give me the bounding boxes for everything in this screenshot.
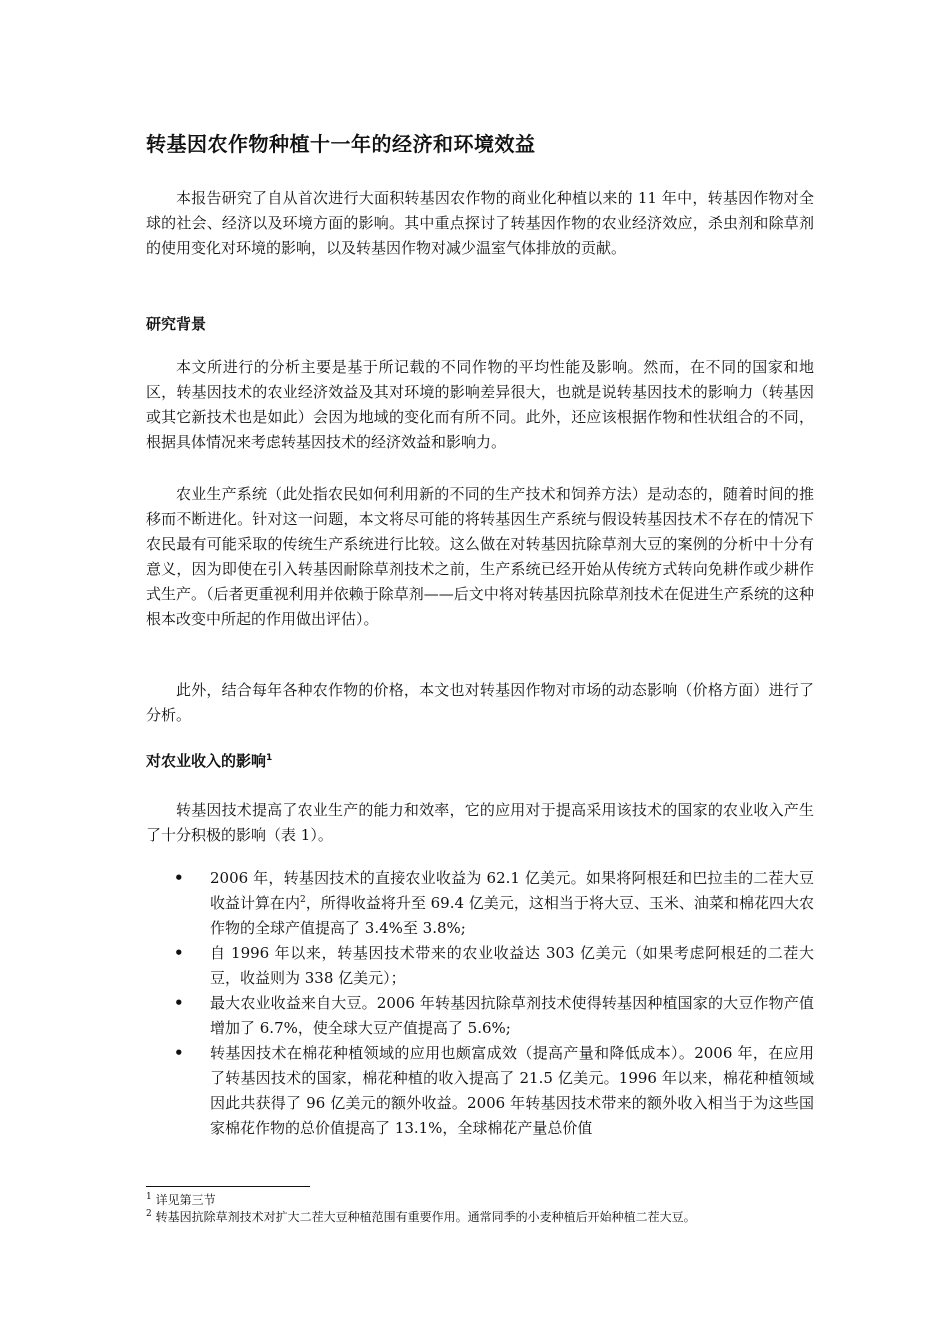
- bullet-text: [210, 866, 814, 941]
- footnote-ref-1[interactable]: 1: [266, 753, 273, 763]
- list-item: [146, 866, 814, 941]
- bullet-icon: •: [174, 1044, 184, 1062]
- list-item: [146, 1041, 814, 1141]
- bullet-text: 转基因技术在棉花种植领域的应用也颇富成效（提高产量和降低成本）。2006 年，在应用了转基因技术的国家，棉花种植的收入提高了 21.5 亿美元。1996 年以来，棉花种植领域因此共获得了 96 亿美元的额外收益。2006 年转基因技术带来的额外收入相当于为这些国家棉花作物的总价值提高了 13.1%，全球棉花产量总价值: [210, 1044, 814, 1137]
- footnotes: [146, 1192, 846, 1226]
- footnote-text: 详见第三节: [155, 1193, 216, 1207]
- bullet-text: 自 1996 年以来，转基因技术带来的农业收益达 303 亿美元（如果考虑阿根廷的二茬大豆，收益则为 338 亿美元）；: [210, 944, 814, 987]
- bullet-text: 最大农业收益来自大豆。2006 年转基因抗除草剂技术使得转基因种植国家的大豆作物产值增加了 6.7%，使全球大豆产值提高了 5.6%;: [210, 994, 814, 1037]
- footnote-number: 1: [146, 1192, 152, 1202]
- income-heading-text: 对农业收入的影响: [146, 752, 267, 770]
- bullet-icon: •: [174, 994, 184, 1012]
- bullet-text-part: ，所得收益将升至 69.4 亿美元，这相当于将大豆、玉米、油菜和棉花四大农作物的全球产值提高了 3.4%至 3.8%;: [210, 894, 814, 937]
- footnote-divider: [146, 1186, 310, 1187]
- background-heading: 研究背景: [146, 315, 207, 333]
- footnote-text: 转基因抗除草剂技术对扩大二茬大豆种植范围有重要作用。通常同季的小麦种植后开始种植二茬大豆。: [155, 1210, 696, 1224]
- bullet-icon: •: [174, 944, 184, 962]
- footnote-1: [146, 1192, 846, 1209]
- bullet-text-part: 2006 年，转基因技术的直接农业收益为 62.1 亿美元。如果将阿根廷和巴拉圭的二茬大豆收益计算在内: [210, 869, 814, 912]
- page-title: 转基因农作物种植十一年的经济和环境效益: [146, 132, 536, 156]
- background-paragraph-1: 本文所进行的分析主要是基于所记载的不同作物的平均性能及影响。然而，在不同的国家和地区，转基因技术的农业经济效益及其对环境的影响差异很大，也就是说转基因技术的影响力（转基因或其它新技术也是如此）会因为地域的变化而有所不同。此外，还应该根据作物和性状组合的不同，根据具体情况来考虑转基因技术的经济效益和影响力。: [146, 358, 814, 451]
- footnote-ref-2[interactable]: 2: [300, 895, 306, 905]
- list-item: [146, 941, 814, 991]
- income-heading: [146, 750, 272, 771]
- income-paragraph: 转基因技术提高了农业生产的能力和效率，它的应用对于提高采用该技术的国家的农业收入产生了十分积极的影响（表 1）。: [146, 801, 814, 844]
- income-bullet-list: [146, 866, 814, 1141]
- footnote-2: [146, 1209, 846, 1226]
- footnote-number: 2: [146, 1209, 152, 1219]
- background-paragraph-3: 此外，结合每年各种农作物的价格，本文也对转基因作物对市场的动态影响（价格方面）进行了分析。: [146, 681, 814, 724]
- list-item: [146, 991, 814, 1041]
- background-paragraph-2: 农业生产系统（此处指农民如何利用新的不同的生产技术和饲养方法）是动态的，随着时间的推移而不断进化。针对这一问题，本文将尽可能的将转基因生产系统与假设转基因技术不存在的情况下农民最有可能采取的传统生产系统进行比较。这么做在对转基因抗除草剂大豆的案例的分析中十分有意义，因为即使在引入转基因耐除草剂技术之前，生产系统已经开始从传统方式转向免耕作或少耕作式生产。（后者更重视利用并依赖于除草剂——后文中将对转基因抗除草剂技术在促进生产系统的这种根本改变中所起的作用做出评估）。: [146, 485, 814, 628]
- bullet-icon: •: [174, 869, 184, 887]
- intro-paragraph: 本报告研究了自从首次进行大面积转基因农作物的商业化种植以来的 11 年中，转基因作物对全球的社会、经济以及环境方面的影响。其中重点探讨了转基因作物的农业经济效应，杀虫剂和除草剂的使用变化对环境的影响，以及转基因作物对减少温室气体排放的贡献。: [146, 189, 814, 257]
